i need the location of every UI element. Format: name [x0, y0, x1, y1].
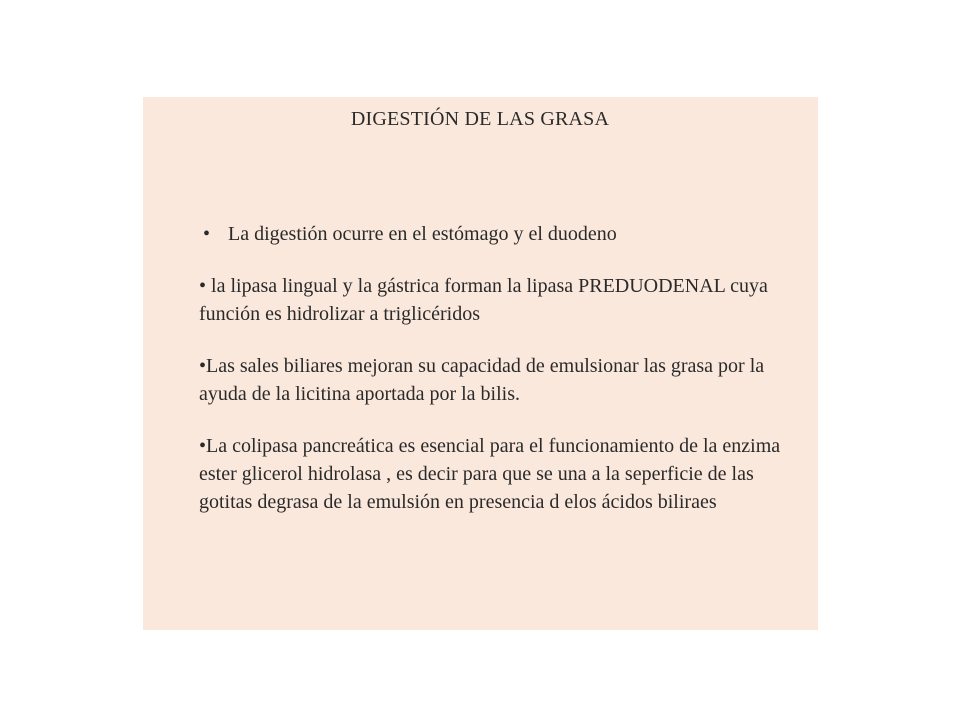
bullet-marker: •	[203, 223, 211, 245]
bullet-list	[199, 220, 809, 540]
bullet-marker: •	[199, 355, 207, 377]
bullet-marker: •	[199, 435, 207, 457]
slide-title: DIGESTIÓN DE LAS GRASA	[350, 108, 610, 130]
bullet-item	[199, 220, 809, 248]
bullet-item	[199, 352, 809, 408]
bullet-text: La digestión ocurre en el estómago y el duodeno	[228, 223, 617, 245]
bullet-text: Las sales biliares mejoran su capacidad de emulsionar las grasa por la ayuda de la licitina aportada por la bilis.	[199, 355, 765, 405]
bullet-item	[199, 432, 809, 516]
bullet-text: La colipasa pancreática es esencial para el funcionamiento de la enzima ester glicerol hidrolasa , es decir para que se una a la seperficie de las gotitas degrasa de la emulsión en presencia d elos ácidos biliraes	[199, 435, 781, 513]
bullet-text: la lipasa lingual y la gástrica forman la lipasa PREDUODENAL cuya función es hidrolizar a triglicéridos	[199, 275, 768, 325]
bullet-item	[199, 272, 809, 328]
bullet-marker: •	[199, 275, 207, 297]
